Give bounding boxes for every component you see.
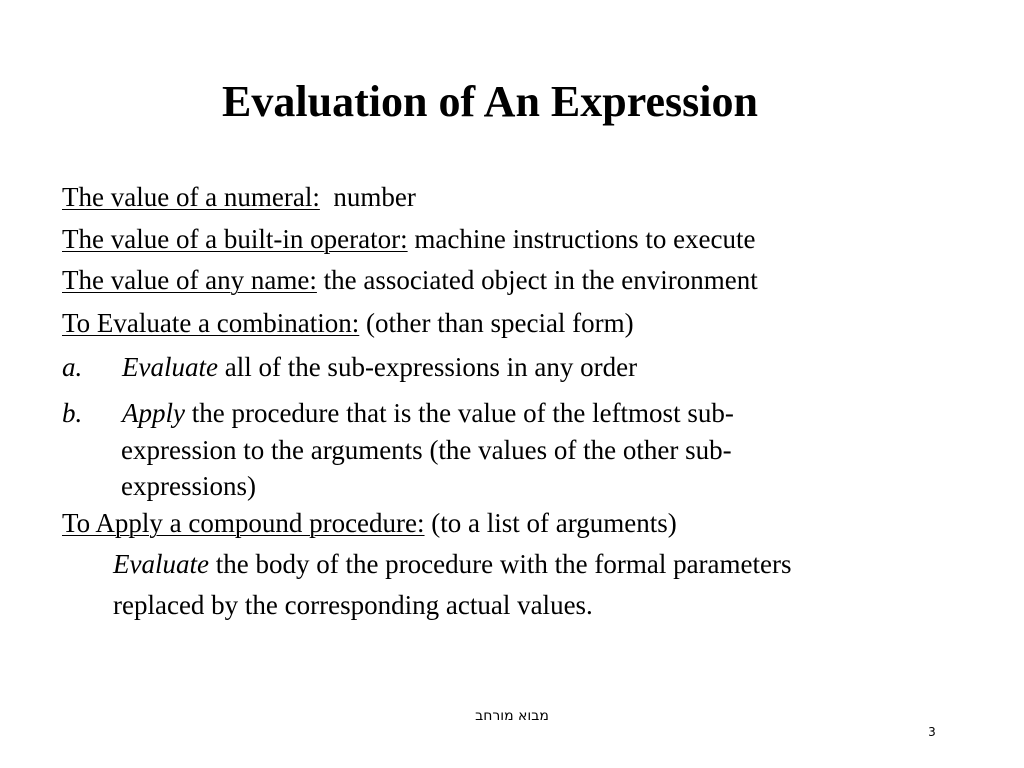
step-b-continuation: expressions) bbox=[121, 471, 256, 501]
rule-text: (other than special form) bbox=[359, 308, 634, 338]
compound-text: the body of the procedure with the formal parameters bbox=[208, 549, 792, 579]
rule-text: machine instructions to execute bbox=[407, 224, 756, 254]
rule-name bbox=[62, 263, 758, 297]
rule-text: (to a list of arguments) bbox=[424, 508, 677, 538]
step-verb: Apply bbox=[122, 398, 185, 428]
step-b bbox=[62, 396, 734, 430]
compound-body-line bbox=[113, 547, 792, 581]
rule-text: number bbox=[319, 182, 416, 212]
footer-text: מבוא מורחב bbox=[475, 708, 549, 724]
step-b-continuation: expression to the arguments (the values of the other sub- bbox=[121, 435, 732, 465]
rule-combination bbox=[62, 306, 634, 340]
rule-label: To Apply a compound procedure: bbox=[62, 508, 425, 538]
step-text: all of the sub-expressions in any order bbox=[217, 352, 638, 382]
step-marker: a. bbox=[62, 352, 83, 382]
compound-verb: Evaluate bbox=[113, 549, 209, 579]
rule-compound-procedure bbox=[62, 506, 677, 540]
step-text: the procedure that is the value of the leftmost sub- bbox=[184, 398, 734, 428]
step-marker: b. bbox=[62, 398, 83, 428]
rule-text: the associated object in the environment bbox=[316, 265, 758, 295]
rule-label: To Evaluate a combination: bbox=[62, 308, 360, 338]
rule-label: The value of a numeral: bbox=[62, 182, 320, 212]
compound-body-line: replaced by the corresponding actual values. bbox=[113, 590, 593, 620]
rule-builtin-operator bbox=[62, 222, 756, 256]
rule-label: The value of a built-in operator: bbox=[62, 224, 408, 254]
rule-numeral bbox=[62, 180, 416, 214]
slide-title: Evaluation of An Expression bbox=[222, 77, 758, 126]
step-verb: Evaluate bbox=[122, 352, 218, 382]
page-number: 3 bbox=[928, 725, 936, 739]
step-a bbox=[62, 350, 637, 384]
rule-label: The value of any name: bbox=[62, 265, 317, 295]
